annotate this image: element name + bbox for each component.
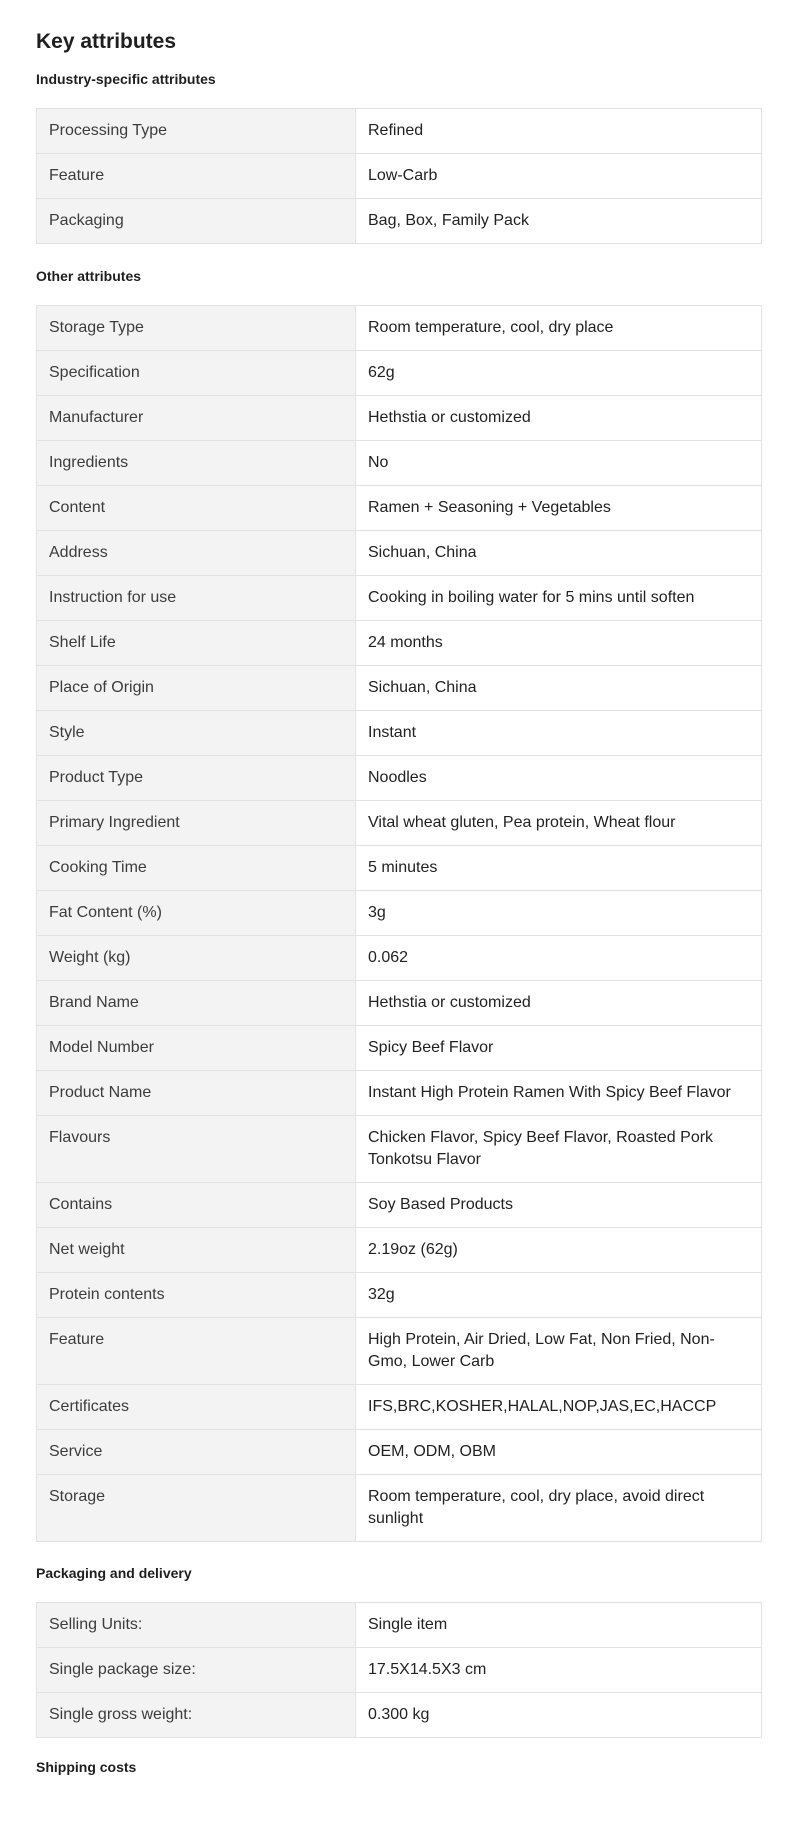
attribute-value: 2.19oz (62g) — [356, 1228, 762, 1273]
attribute-name: Model Number — [37, 1026, 356, 1071]
attribute-value: No — [356, 441, 762, 486]
attribute-name: Ingredients — [37, 441, 356, 486]
attribute-name: Brand Name — [37, 981, 356, 1026]
attribute-row — [37, 801, 762, 846]
attribute-row — [37, 756, 762, 801]
attribute-value: Vital wheat gluten, Pea protein, Wheat flour — [356, 801, 762, 846]
attribute-value: 17.5X14.5X3 cm — [356, 1648, 762, 1693]
attribute-name: Specification — [37, 351, 356, 396]
attribute-value: OEM, ODM, OBM — [356, 1430, 762, 1475]
attribute-value: Ramen + Seasoning + Vegetables — [356, 486, 762, 531]
attribute-row — [37, 1318, 762, 1385]
attribute-value: Cooking in boiling water for 5 mins until soften — [356, 576, 762, 621]
attribute-name: Protein contents — [37, 1273, 356, 1318]
attribute-value: IFS,BRC,KOSHER,HALAL,NOP,JAS,EC,HACCP — [356, 1385, 762, 1430]
attribute-name: Processing Type — [37, 109, 356, 154]
attribute-value: Spicy Beef Flavor — [356, 1026, 762, 1071]
attribute-value: Hethstia or customized — [356, 981, 762, 1026]
other-attributes-table — [36, 305, 762, 1542]
attribute-row — [37, 1116, 762, 1183]
attribute-name: Content — [37, 486, 356, 531]
attribute-value: 62g — [356, 351, 762, 396]
attribute-row — [37, 531, 762, 576]
attribute-row — [37, 1648, 762, 1693]
attribute-name: Style — [37, 711, 356, 756]
attribute-name: Address — [37, 531, 356, 576]
attribute-row — [37, 576, 762, 621]
attribute-name: Feature — [37, 1318, 356, 1385]
page-title: Key attributes — [36, 30, 177, 53]
attribute-row — [37, 351, 762, 396]
attribute-value: Room temperature, cool, dry place, avoid direct sunlight — [356, 1475, 762, 1542]
attribute-row — [37, 306, 762, 351]
attribute-value: High Protein, Air Dried, Low Fat, Non Fried, Non-Gmo, Lower Carb — [356, 1318, 762, 1385]
section-title-packaging: Packaging and delivery — [36, 1565, 192, 1581]
attribute-row — [37, 1603, 762, 1648]
attribute-value: Sichuan, China — [356, 666, 762, 711]
attribute-name: Flavours — [37, 1116, 356, 1183]
attribute-value: 0.300 kg — [356, 1693, 762, 1738]
attribute-row — [37, 486, 762, 531]
attribute-value: Chicken Flavor, Spicy Beef Flavor, Roasted Pork Tonkotsu Flavor — [356, 1116, 762, 1183]
attribute-row — [37, 1430, 762, 1475]
attribute-row — [37, 441, 762, 486]
attribute-name: Shelf Life — [37, 621, 356, 666]
attribute-name: Feature — [37, 154, 356, 199]
attribute-row — [37, 1385, 762, 1430]
attribute-row — [37, 1693, 762, 1738]
attribute-value: Single item — [356, 1603, 762, 1648]
attribute-row — [37, 621, 762, 666]
section-title-shipping: Shipping costs — [36, 1759, 137, 1775]
attribute-row — [37, 1026, 762, 1071]
attribute-value: Noodles — [356, 756, 762, 801]
attribute-name: Net weight — [37, 1228, 356, 1273]
attribute-value: 5 minutes — [356, 846, 762, 891]
attribute-row — [37, 154, 762, 199]
attribute-row — [37, 1228, 762, 1273]
attribute-name: Single gross weight: — [37, 1693, 356, 1738]
attribute-row — [37, 1183, 762, 1228]
attribute-value: 3g — [356, 891, 762, 936]
attribute-value: Instant High Protein Ramen With Spicy Beef Flavor — [356, 1071, 762, 1116]
attribute-name: Certificates — [37, 1385, 356, 1430]
attribute-name: Fat Content (%) — [37, 891, 356, 936]
attribute-row — [37, 891, 762, 936]
attribute-value: Sichuan, China — [356, 531, 762, 576]
attribute-row — [37, 666, 762, 711]
attribute-name: Place of Origin — [37, 666, 356, 711]
packaging-delivery-table — [36, 1602, 762, 1738]
attribute-name: Product Name — [37, 1071, 356, 1116]
attribute-row — [37, 1071, 762, 1116]
attribute-row — [37, 981, 762, 1026]
attribute-name: Storage — [37, 1475, 356, 1542]
attribute-name: Selling Units: — [37, 1603, 356, 1648]
attribute-value: Room temperature, cool, dry place — [356, 306, 762, 351]
attribute-value: Soy Based Products — [356, 1183, 762, 1228]
attribute-name: Weight (kg) — [37, 936, 356, 981]
attribute-value: Bag, Box, Family Pack — [356, 199, 762, 244]
attribute-row — [37, 936, 762, 981]
attribute-row — [37, 846, 762, 891]
attribute-value: Hethstia or customized — [356, 396, 762, 441]
attribute-name: Manufacturer — [37, 396, 356, 441]
attribute-name: Storage Type — [37, 306, 356, 351]
attribute-name: Instruction for use — [37, 576, 356, 621]
attribute-name: Product Type — [37, 756, 356, 801]
attribute-value: 0.062 — [356, 936, 762, 981]
attribute-row — [37, 1273, 762, 1318]
attribute-value: Refined — [356, 109, 762, 154]
attribute-row — [37, 711, 762, 756]
attribute-value: 32g — [356, 1273, 762, 1318]
attribute-row — [37, 109, 762, 154]
attribute-value: Low-Carb — [356, 154, 762, 199]
attribute-value: 24 months — [356, 621, 762, 666]
attribute-name: Single package size: — [37, 1648, 356, 1693]
section-title-other: Other attributes — [36, 268, 142, 284]
attribute-value: Instant — [356, 711, 762, 756]
attribute-row — [37, 199, 762, 244]
industry-attributes-table — [36, 108, 762, 244]
attribute-name: Service — [37, 1430, 356, 1475]
section-title-industry: Industry-specific attributes — [36, 71, 216, 87]
attribute-name: Packaging — [37, 199, 356, 244]
attribute-row — [37, 396, 762, 441]
attribute-name: Primary Ingredient — [37, 801, 356, 846]
attribute-name: Contains — [37, 1183, 356, 1228]
attribute-row — [37, 1475, 762, 1542]
attribute-name: Cooking Time — [37, 846, 356, 891]
